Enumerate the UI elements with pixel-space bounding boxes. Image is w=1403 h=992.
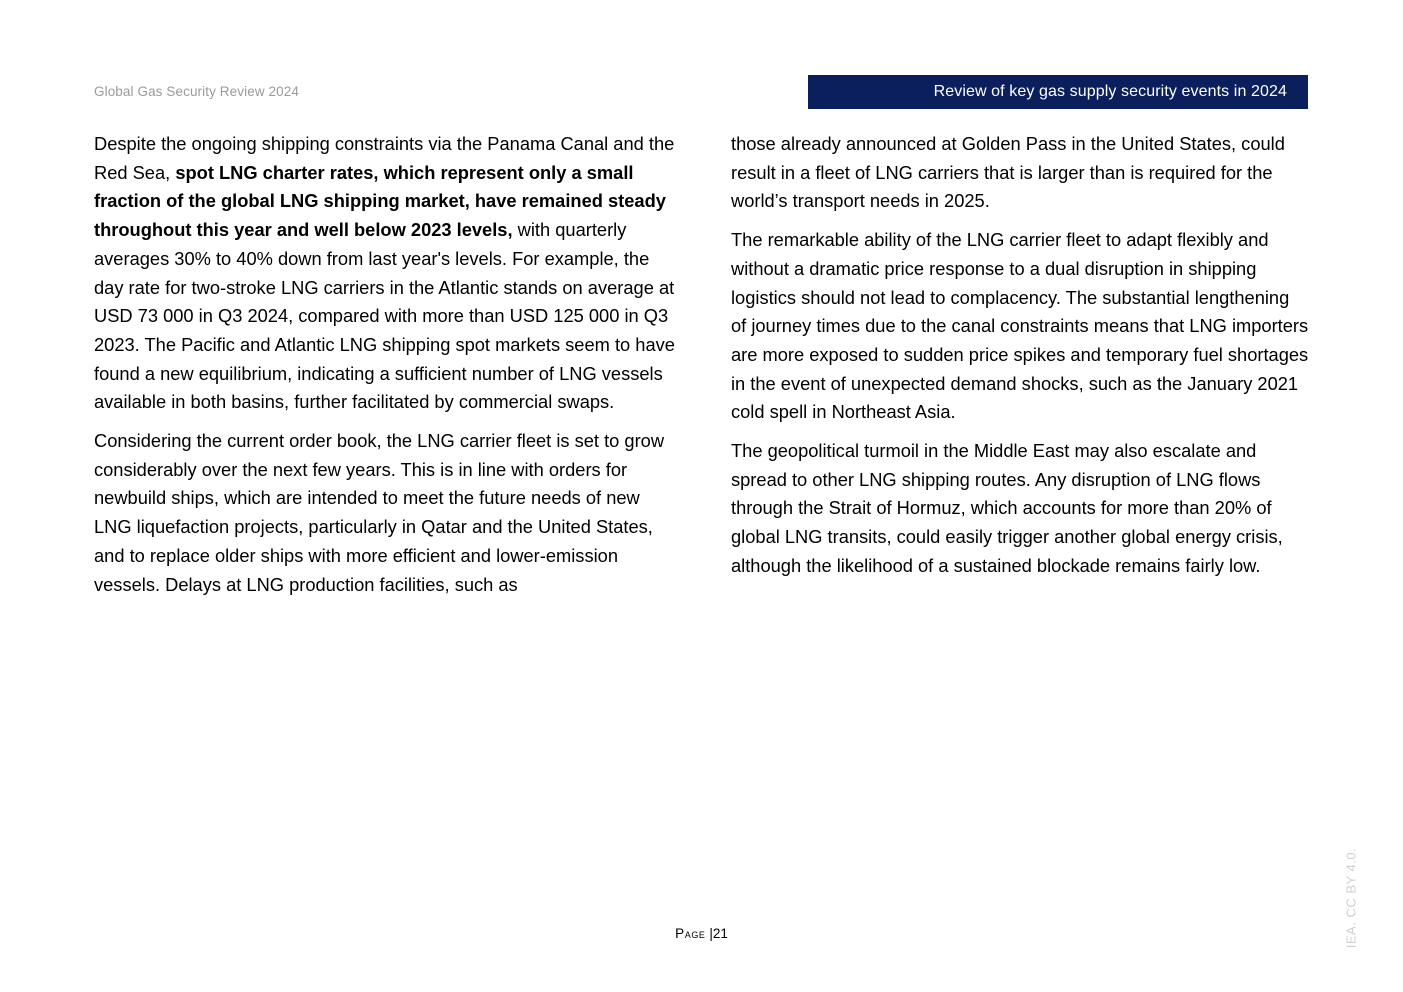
paragraph-text: with quarterly averages 30% to 40% down from last year's levels. For example, the day rate for two-stroke LNG carriers in the Atlantic stands on average at USD 73 000 in Q3 2024, compared with more than USD 125 000 in Q3 2023. The Pacific and Atlantic LNG shipping spot markets seem to have found a new equilibrium, indicating a sufficient number of LNG vessels available in both basins, further facilitated by commercial swaps. [94, 219, 675, 413]
page-label: Page [675, 926, 706, 941]
paragraph-geopolitical-turmoil: The geopolitical turmoil in the Middle East may also escalate and spread to other LNG shipping routes. Any disruption of LNG flows through the Strait of Hormuz, which accounts for more than 20% of global LNG transits, could easily trigger another global energy crisis, although the likelihood of a sustained blockade remains fairly low. [731, 440, 1283, 576]
paragraph-golden-pass: those already announced at Golden Pass in the United States, could result in a fleet of LNG carriers that is larger than is required for the world’s transport needs in 2025. [731, 133, 1285, 212]
document-title: Global Gas Security Review 2024 [94, 84, 299, 99]
paragraph-fleet-adaptability: The remarkable ability of the LNG carrier fleet to adapt flexibly and without a dramatic price response to a dual disruption in shipping logistics should not lead to complacency. The substantial lengthening of journey times due to the canal constraints means that LNG importers are more exposed to sudden price spikes and temporary fuel shortages in the event of unexpected demand shocks, such as the January 2021 cold spell in Northeast Asia. [731, 229, 1309, 423]
page-separator: | [709, 926, 713, 941]
license-watermark: IEA. CC BY 4.0. [1343, 847, 1359, 949]
paragraph-order-book: Considering the current order book, the LNG carrier fleet is set to grow considerably over the next few years. This is in line with orders for newbuild ships, which are intended to meet the future needs of new LNG liquefaction projects, particularly in Qatar and the United States, and to replace older ships with more efficient and lower-emission vessels. Delays at LNG production facilities, such as [94, 430, 665, 595]
bold-highlight: spot LNG charter rates, which represent only a small fraction of the global LNG shipping market, have remained steady throughout this year and well below 2023 levels, [94, 161, 666, 241]
page-number: 21 [712, 926, 728, 941]
section-title-banner: Review of key gas supply security events in 2024 [808, 75, 1308, 109]
paragraph-charter-rates [94, 130, 678, 417]
paragraph-text: Despite the ongoing shipping constraints via the Panama Canal and the Red Sea, [94, 133, 675, 183]
left-column [94, 130, 678, 609]
page-footer [0, 926, 1403, 941]
right-column [731, 130, 1309, 591]
